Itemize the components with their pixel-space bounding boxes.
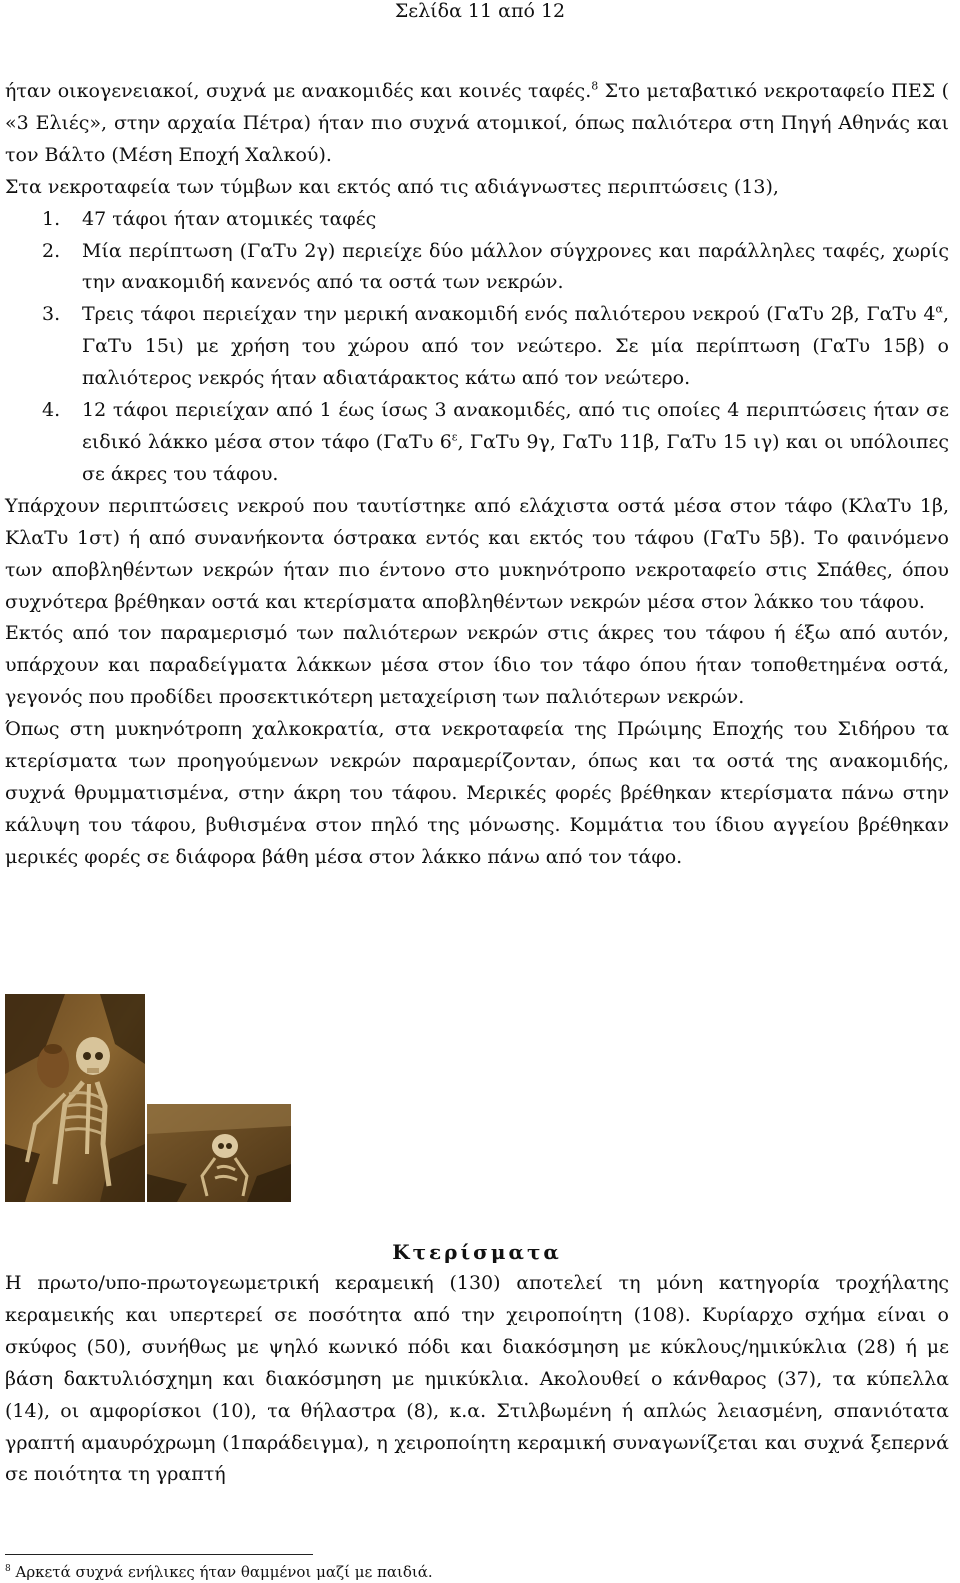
grave-photo-skeleton — [147, 1104, 291, 1202]
list-item-text-a: 12 τάφοι περιείχαν από 1 έως ίσως 3 ανακομιδές, από τις οποίες 4 περιπτώσεις ήταν σε ειδικό λάκκο μέσα στον τάφο (ΓαΤυ 6 — [82, 399, 949, 453]
footnote-divider — [5, 1554, 313, 1555]
excavation-photos — [5, 994, 291, 1202]
page-header — [0, 0, 960, 22]
footnote-number: 8 — [5, 1564, 11, 1574]
body-text — [5, 76, 949, 874]
list-item-3 — [5, 299, 949, 395]
paragraph-5: Όπως στη μυκηνότροπη χαλκοκρατία, στα νεκροταφεία της Πρώιμης Εποχής του Σιδήρου τα κτερίσματα των προηγούμενων νεκρών παραμερίζονταν, όπως και τα οστά της ανακομιδής, συχνά θρυμματισμένα, στην άκρη του τάφου. Μερικές φορές βρέθηκαν κτερίσματα πάνω στην κάλυψη του τάφου, βυθισμένα στον πηλό της μόνωσης. Κομμάτια του ίδιου αγγείου βρέθηκαν μερικές φορές σε διάφορα βάθη μέσα στον λάκκο πάνω από τον τάφο. — [5, 718, 949, 868]
burial-list — [5, 204, 949, 491]
list-item-text-b: , ΓαΤυ 9γ, ΓαΤυ 11β, ΓαΤυ 15 ιγ) και οι υπόλοιπες σε άκρες του τάφου. — [82, 430, 949, 485]
superscript: α — [935, 303, 943, 317]
footnote-text: Αρκετά συχνά ενήλικες ήταν θαμμένοι μαζί με παιδιά. — [10, 1563, 433, 1581]
list-item-text: 47 τάφοι ήταν ατομικές ταφές — [82, 207, 377, 230]
list-item-4 — [5, 395, 949, 491]
paragraph-3: Υπάρχουν περιπτώσεις νεκρού που ταυτίστηκε από ελάχιστα οστά μέσα στον τάφο (ΚλαΤυ 1β, ΚλαΤυ 1στ) ή από συνανήκοντα όστρακα εντός και εκτός του τάφου (ΓαΤυ 5β). Το φαινόμενο των αποβληθέντων νεκρών ήταν πιο έντονο στο μυκηνότροπο νεκροταφείο στις Σπάθες, όπου συχνότερα βρέθηκαν οστά και κτερίσματα αποβληθέντων νεκρών μέσα στον λάκκο του τάφου. — [5, 494, 949, 613]
list-item-text-b: , ΓαΤυ 15ι) με χρήση του χώρου από τον νεώτερο. Σε μία περίπτωση (ΓαΤυ 15β) ο παλιότερος νεκρός ήταν αδιατάρακτος κάτω από τον νεώτερο. — [82, 303, 949, 390]
section-paragraph: Η πρωτο/υπο-πρωτογεωμετρική κεραμεική (130) αποτελεί τη μόνη κατηγορία τροχήλατης κεραμεικής και υπερτερεί σε ποσότητα από την χειροποίητη (108). Κυρίαρχο σχήμα είναι ο σκύφος (50), συνήθως με ψηλό κωνικό πόδι και διακόσμηση με κύκλους/ημικύκλια (28) ή με βάση δακτυλιόσχημη και διακόσμηση με ημικύκλια. Ακολουθεί ο κάνθαρος (37), τα κύπελλα (14), οι αμφορίσκοι (10), τα θήλαστρα (8), κ.α. Στιλβωμένη ή απλώς λειασμένη, σπανιότατα γραπτή αμαυρόχρωμη (1παράδειγμα), η χειροποίητη κεραμική συναγωνίζεται και συχνά ξεπερνά σε ποιότητα τη γραπτή — [5, 1272, 949, 1486]
grave-photo-skeleton-vessel — [5, 994, 145, 1202]
footnote-8 — [5, 1562, 433, 1582]
list-number: 1. — [42, 207, 61, 230]
section-kterismata — [5, 1236, 949, 1491]
list-number: 3. — [42, 303, 61, 326]
paragraph-2: Στα νεκροταφεία των τύμβων και εκτός από τις αδιάγνωστες περιπτώσεις (13), — [5, 175, 779, 198]
list-number: 4. — [42, 399, 61, 422]
list-item-text — [82, 303, 949, 389]
list-item-text: Μία περίπτωση (ΓαΤυ 2γ) περιείχε δύο μάλλον σύγχρονες και παράλληλες ταφές, χωρίς την ανακομιδή κανενός από τα οστά των νεκρών. — [82, 239, 949, 294]
superscript: ε — [451, 430, 458, 444]
paragraph-1-text-b: Στο μεταβατικό νεκροταφείο ΠΕΣ ( «3 Ελιές», στην αρχαία Πέτρα) ήταν πιο συχνά ατομικοί, όπως παλιότερα στη Πηγή Αθηνάς και τον Βάλτο (Μέση Εποχή Χαλκού). — [5, 80, 949, 166]
list-item-1 — [5, 204, 949, 236]
list-number: 2. — [42, 239, 61, 262]
page-number-label: Σελίδα 11 από 12 — [394, 0, 566, 22]
list-item-text-a: Τρεις τάφοι περιείχαν την μερική ανακομιδή ενός παλιότερου νεκρού (ΓαΤυ 2β, ΓαΤυ 4 — [82, 303, 936, 326]
paragraph-1-text-a: ήταν οικογενειακοί, συχνά με ανακομιδές και κοινές ταφές. — [5, 80, 592, 102]
paragraph-4: Εκτός από τον παραμερισμό των παλιότερων νεκρών στις άκρες του τάφου ή έξω από αυτόν, υπάρχουν και παραδείγματα λάκκων μέσα στον ίδιο τον τάφο όπου ήταν τοποθετημένα οστά, γεγονός που προδίδει προσεκτικότερη μεταχείριση των παλιότερων νεκρών. — [5, 622, 949, 709]
list-item-2 — [5, 236, 949, 300]
paragraph-1 — [5, 76, 949, 172]
list-item-text — [82, 399, 949, 485]
footnote-ref-8[interactable]: 8 — [591, 79, 599, 93]
section-title: Κτερίσματα — [392, 1240, 562, 1264]
